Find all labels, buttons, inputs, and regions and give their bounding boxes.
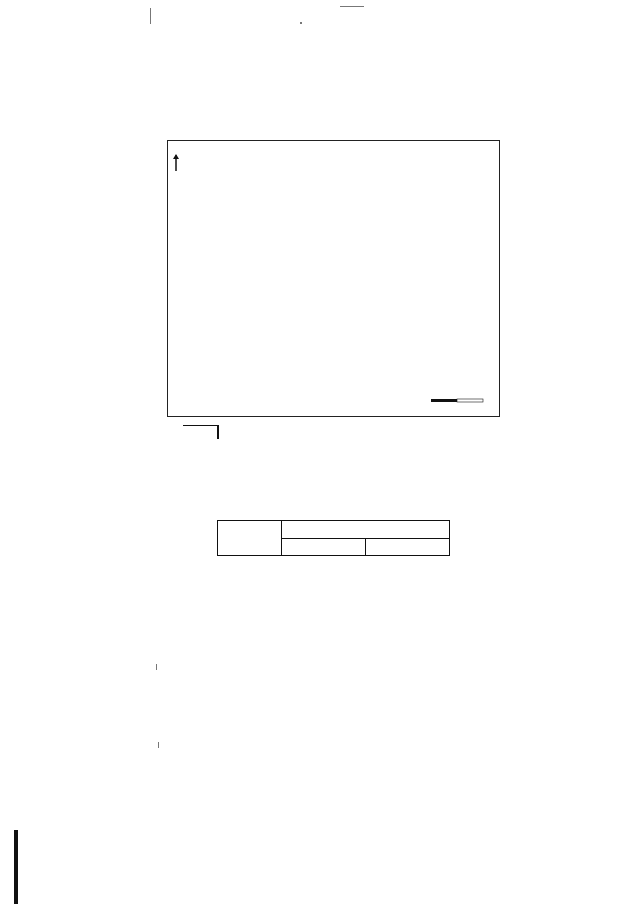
scale-bar-segment-dark xyxy=(431,399,457,402)
scan-speck xyxy=(300,22,302,24)
legend-line-symbol xyxy=(183,425,219,439)
header-latitude xyxy=(282,538,366,556)
scale-bar-segment-light xyxy=(457,399,483,402)
north-arrow xyxy=(173,154,179,171)
scan-speck xyxy=(340,6,364,7)
scan-margin-mark xyxy=(14,830,18,904)
scale-bar xyxy=(431,399,483,402)
header-coordinates xyxy=(282,521,450,539)
coordinates-table xyxy=(217,520,450,556)
boundary-map-svg xyxy=(168,141,501,418)
scan-speck xyxy=(158,742,159,748)
map-legend xyxy=(183,425,222,439)
scan-speck xyxy=(156,664,157,670)
header-longitude xyxy=(366,538,450,556)
header-point-number xyxy=(218,521,282,556)
north-arrow-head xyxy=(173,154,179,159)
boundary-map xyxy=(167,140,500,417)
table-header-row xyxy=(218,521,450,539)
scan-speck xyxy=(150,8,151,24)
section-heading xyxy=(102,78,572,98)
